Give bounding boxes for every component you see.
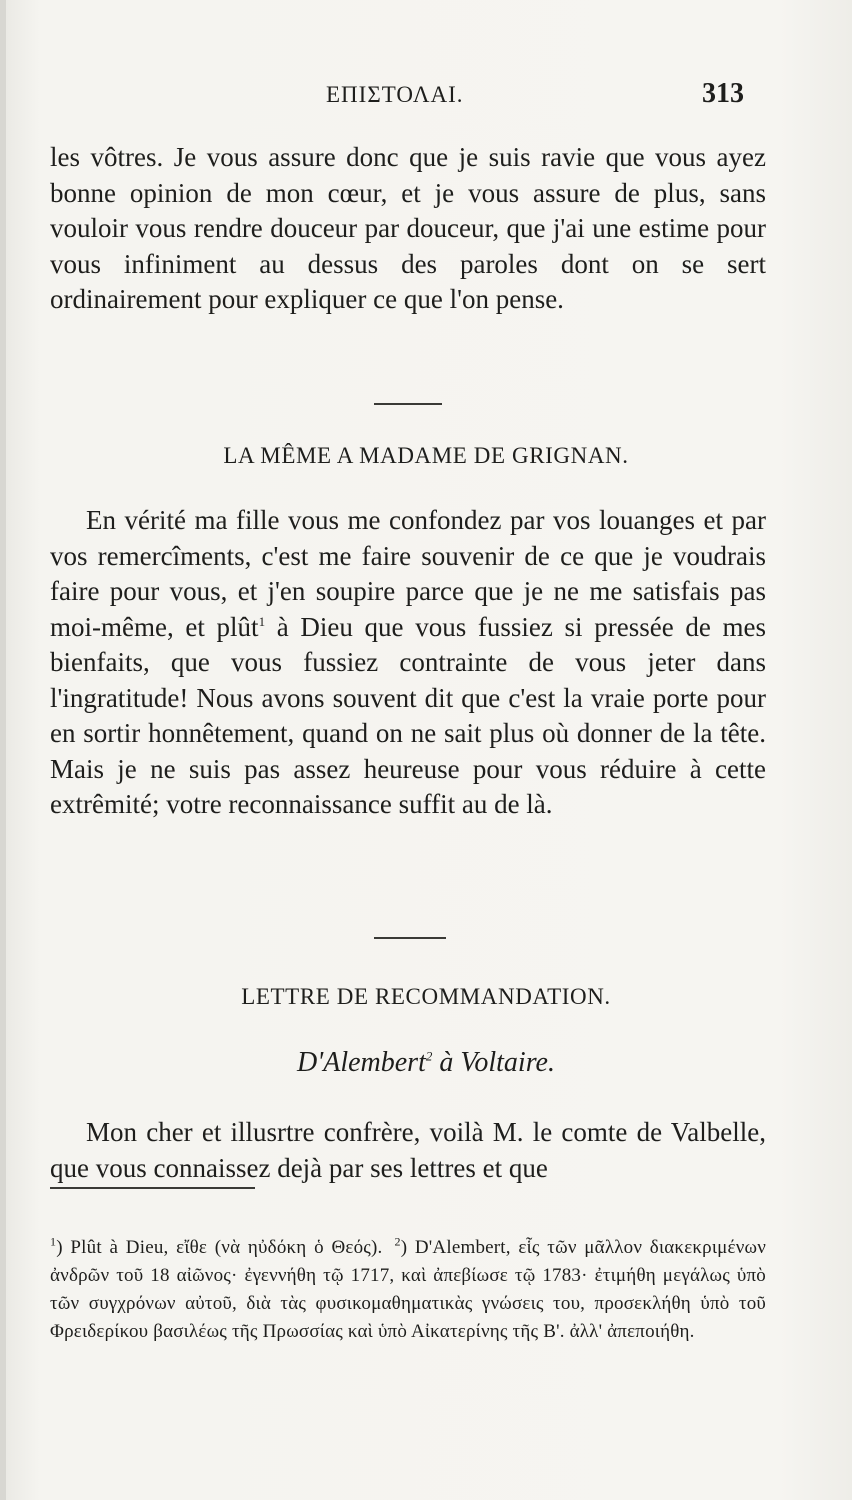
footnote-2-text: ) D'Alembert, εἷς τῶν μᾶλλον διακεκριμένων ἀνδρῶν τοῦ 18 αἰῶνος· ἐγεννήθη τῷ 1717, καὶ ἀπεβίωσε τῷ 1783· ἐτιμήθη μεγάλως ὑπὸ τῶν συγχρόνων αὐτοῦ, διὰ τὰς φυσικομαθηματικὰς γνώσεις του, προσεκλήθη ὑπὸ τοῦ Φρειδερίκου βασιλέως τῆς Πρωσσίας καὶ ὑπὸ Αἰκατερίνης τῆς Β'. ἀλλ' ἀπεποιήθη.: [50, 1237, 766, 1342]
footnote-1-text: ) Plût à Dieu, εἴθε (νὰ ηὐδόκη ὁ Θεός).: [56, 1237, 383, 1258]
footnotes-paragraph: [50, 1234, 766, 1346]
letter-continuation-paragraph: les vôtres. Je vous assure donc que je suis ravie que vous ayez bonne opinion de mon cœur, et je vous assure de plus, sans vouloir vous rendre douceur par douceur, que j'ai une estime pour vous infiniment au dessus des paroles dont on se sert ordinairement pour expliquer ce que l'on pense.: [50, 142, 766, 314]
footnotes: [50, 1234, 766, 1346]
running-title: ΕΠΙΣΤΟΛΑΙ.: [326, 82, 464, 107]
letter-grignan-text-a: En vérité ma fille vous me confondez par vos louanges et par vos remercîments, c'est me faire souvenir de ce que je voudrais faire pour vous, et j'en soupire parce que je ne me satisfais pas moi-même, et plût: [50, 505, 766, 642]
subheading-name: D'Alembert: [297, 1047, 426, 1078]
subheading-rest: à Voltaire.: [432, 1047, 555, 1078]
letter-dalembert: [50, 1115, 766, 1186]
page-header: [0, 78, 852, 118]
section-divider: [374, 403, 442, 405]
section-heading-grignan: LA MÊME A MADAME DE GRIGNAN.: [223, 443, 629, 468]
section-divider: [374, 937, 446, 939]
letter-continuation: [50, 140, 766, 318]
letter-subheading: [0, 1047, 852, 1079]
letter-dalembert-paragraph: Mon cher et illusrtre confrère, voilà M. le comte de Valbelle, que vous connaissez dejà par ses lettres et que: [50, 1117, 766, 1183]
section-heading-recommandation: LETTRE DE RECOMMANDATION.: [241, 984, 611, 1009]
footnote-ref-2: 2: [425, 1048, 433, 1064]
footnote-ref-1: 1: [258, 613, 266, 629]
page-number: 313: [702, 78, 744, 109]
letter-grignan: [50, 503, 766, 823]
footnote-rule: [50, 1187, 255, 1189]
footnote-2-marker: 2: [394, 1234, 401, 1249]
letter-grignan-paragraph: [50, 503, 766, 823]
footnote-1-marker: 1: [50, 1234, 57, 1249]
page-gutter-edge: [0, 0, 6, 1500]
letter-grignan-text-b: à Dieu que vous fussiez si pressée de mes bienfaits, que vous fussiez contrainte de vous jeter dans l'ingratitude! Nous avons souvent dit que c'est la vraie porte pour en sortir honnêtement, quand on ne sait plus où donner de la tête. Mais je ne suis pas assez heureuse pour vous réduire à cette extrêmité; votre reconnaissance suffit au de là.: [50, 611, 766, 819]
